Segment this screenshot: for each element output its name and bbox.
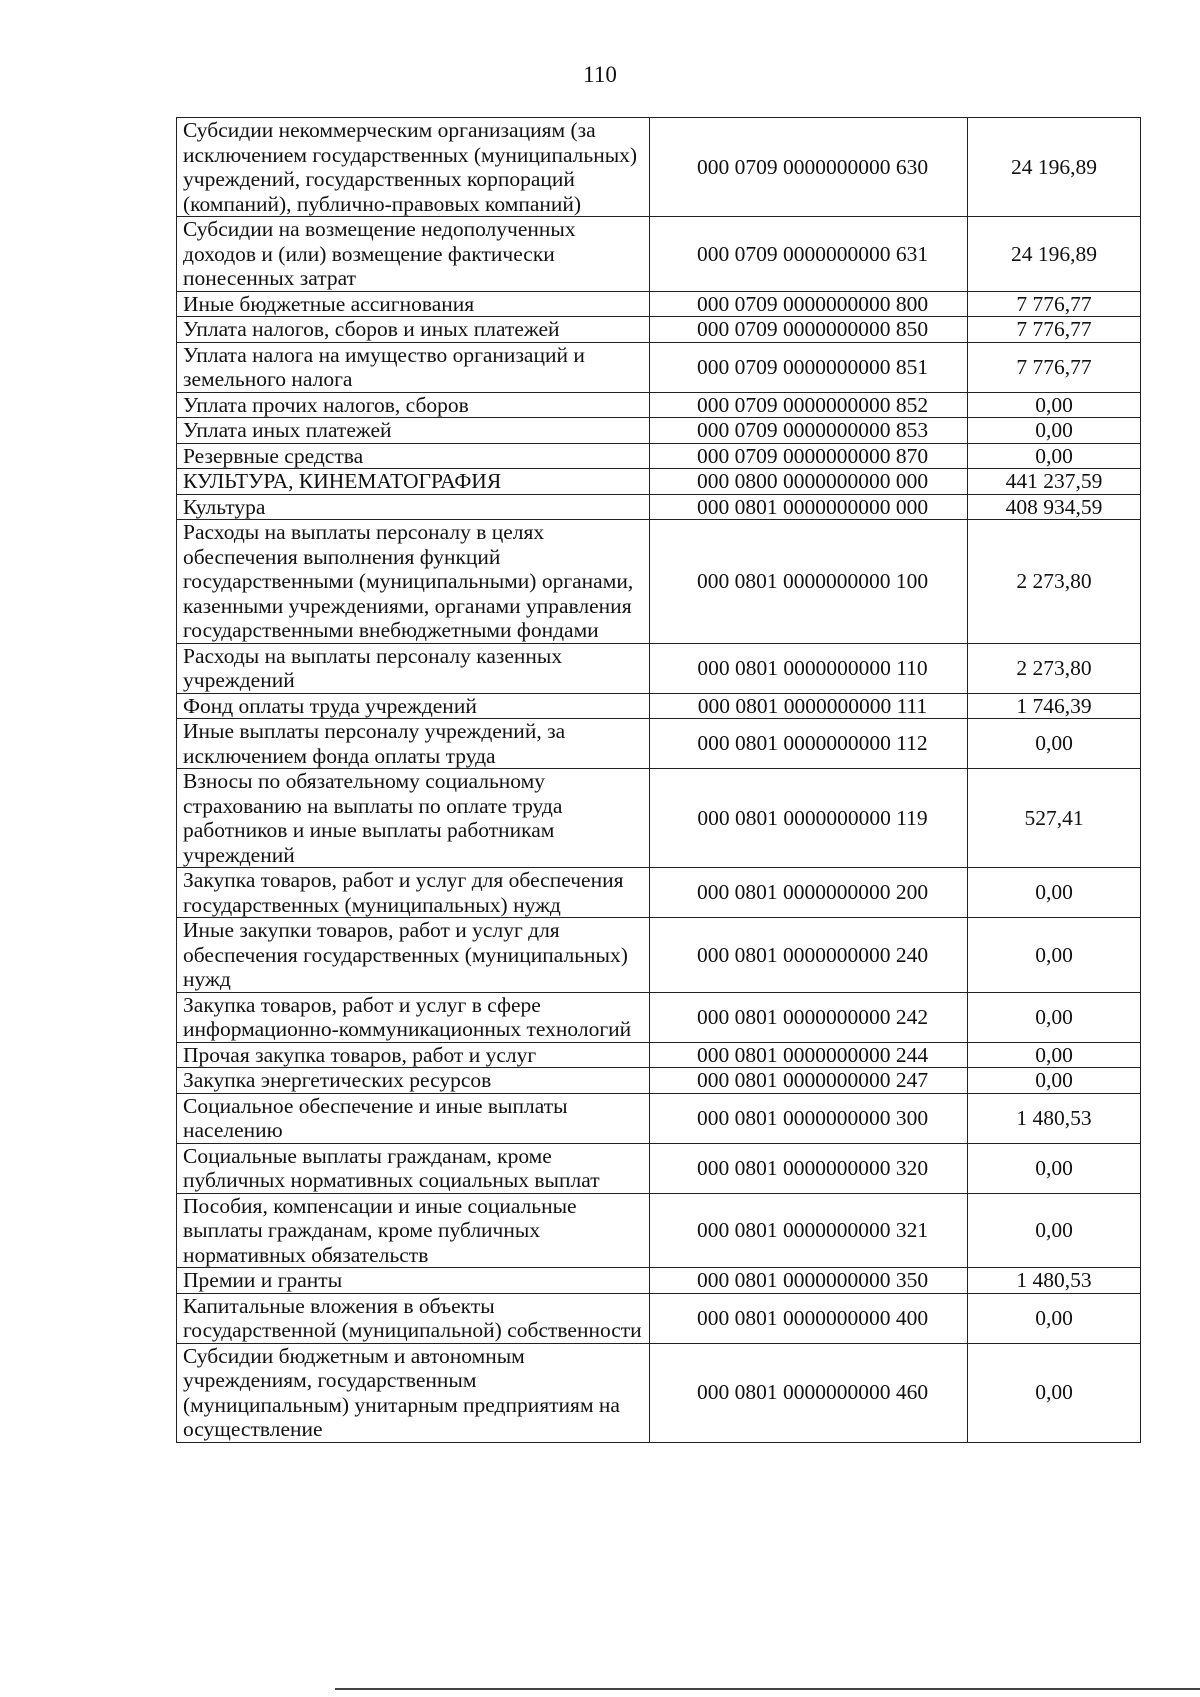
row-name-cell: Социальное обеспечение и иные выплаты населению (177, 1093, 650, 1143)
table-row (177, 494, 1141, 520)
row-amount-cell: 0,00 (968, 392, 1141, 418)
row-name-cell: Уплата налога на имущество организаций и земельного налога (177, 342, 650, 392)
row-amount-cell: 1 746,39 (968, 693, 1141, 719)
row-code-cell: 000 0801 0000000000 400 (650, 1293, 968, 1343)
row-name-cell: Культура (177, 494, 650, 520)
row-code-cell: 000 0801 0000000000 111 (650, 693, 968, 719)
table-row (177, 118, 1141, 217)
row-code-cell: 000 0801 0000000000 112 (650, 719, 968, 769)
table-row (177, 1093, 1141, 1143)
row-amount-cell: 24 196,89 (968, 118, 1141, 217)
row-amount-cell: 0,00 (968, 868, 1141, 918)
table-row (177, 992, 1141, 1042)
row-code-cell: 000 0801 0000000000 110 (650, 643, 968, 693)
row-name-cell: Иные закупки товаров, работ и услуг для обеспечения государственных (муниципальных) нужд (177, 918, 650, 993)
row-code-cell: 000 0801 0000000000 300 (650, 1093, 968, 1143)
table-row (177, 1143, 1141, 1193)
row-amount-cell: 0,00 (968, 443, 1141, 469)
row-name-cell: Прочая закупка товаров, работ и услуг (177, 1042, 650, 1068)
row-code-cell: 000 0709 0000000000 850 (650, 317, 968, 343)
budget-table (176, 117, 1141, 1443)
row-code-cell: 000 0801 0000000000 460 (650, 1343, 968, 1442)
row-name-cell: Закупка энергетических ресурсов (177, 1068, 650, 1094)
row-code-cell: 000 0801 0000000000 000 (650, 494, 968, 520)
row-name-cell: Субсидии некоммерческим организациям (за исключением государственных (муниципальных) учреждений, государственных корпораций (компаний), публично-правовых компаний) (177, 118, 650, 217)
row-name-cell: Пособия, компенсации и иные социальные выплаты гражданам, кроме публичных нормативных обязательств (177, 1193, 650, 1268)
row-amount-cell: 7 776,77 (968, 317, 1141, 343)
row-name-cell: Уплата прочих налогов, сборов (177, 392, 650, 418)
row-code-cell: 000 0801 0000000000 247 (650, 1068, 968, 1094)
row-amount-cell: 0,00 (968, 1343, 1141, 1442)
row-code-cell: 000 0709 0000000000 853 (650, 418, 968, 444)
row-name-cell: Расходы на выплаты персоналу казенных учреждений (177, 643, 650, 693)
table-row (177, 217, 1141, 292)
row-code-cell: 000 0800 0000000000 000 (650, 469, 968, 495)
row-name-cell: Капитальные вложения в объекты государственной (муниципальной) собственности (177, 1293, 650, 1343)
bottom-rule (335, 1688, 1200, 1690)
table-row (177, 469, 1141, 495)
row-name-cell: КУЛЬТУРА, КИНЕМАТОГРАФИЯ (177, 469, 650, 495)
row-code-cell: 000 0801 0000000000 242 (650, 992, 968, 1042)
row-amount-cell: 408 934,59 (968, 494, 1141, 520)
row-name-cell: Закупка товаров, работ и услуг для обеспечения государственных (муниципальных) нужд (177, 868, 650, 918)
row-name-cell: Фонд оплаты труда учреждений (177, 693, 650, 719)
row-code-cell: 000 0801 0000000000 320 (650, 1143, 968, 1193)
table-row (177, 392, 1141, 418)
row-name-cell: Уплата иных платежей (177, 418, 650, 444)
row-code-cell: 000 0709 0000000000 631 (650, 217, 968, 292)
table-row (177, 1343, 1141, 1442)
row-name-cell: Уплата налогов, сборов и иных платежей (177, 317, 650, 343)
row-amount-cell: 0,00 (968, 1143, 1141, 1193)
row-amount-cell: 0,00 (968, 1042, 1141, 1068)
row-code-cell: 000 0801 0000000000 240 (650, 918, 968, 993)
table-row (177, 693, 1141, 719)
table-row (177, 769, 1141, 868)
row-amount-cell: 0,00 (968, 418, 1141, 444)
row-code-cell: 000 0709 0000000000 851 (650, 342, 968, 392)
table-body (177, 118, 1141, 1443)
row-name-cell: Иные бюджетные ассигнования (177, 291, 650, 317)
table-row (177, 418, 1141, 444)
row-amount-cell: 0,00 (968, 1293, 1141, 1343)
table-row (177, 1193, 1141, 1268)
table-row (177, 520, 1141, 644)
row-name-cell: Закупка товаров, работ и услуг в сфере информационно-коммуникационных технологий (177, 992, 650, 1042)
row-amount-cell: 0,00 (968, 918, 1141, 993)
row-amount-cell: 0,00 (968, 992, 1141, 1042)
row-amount-cell: 1 480,53 (968, 1268, 1141, 1294)
row-amount-cell: 0,00 (968, 719, 1141, 769)
row-code-cell: 000 0709 0000000000 800 (650, 291, 968, 317)
row-name-cell: Премии и гранты (177, 1268, 650, 1294)
row-code-cell: 000 0801 0000000000 244 (650, 1042, 968, 1068)
row-amount-cell: 0,00 (968, 1193, 1141, 1268)
row-name-cell: Социальные выплаты гражданам, кроме публичных нормативных социальных выплат (177, 1143, 650, 1193)
row-amount-cell: 7 776,77 (968, 291, 1141, 317)
row-code-cell: 000 0709 0000000000 852 (650, 392, 968, 418)
table-row (177, 443, 1141, 469)
row-amount-cell: 2 273,80 (968, 643, 1141, 693)
row-name-cell: Резервные средства (177, 443, 650, 469)
table-row (177, 1268, 1141, 1294)
row-amount-cell: 527,41 (968, 769, 1141, 868)
table-row (177, 342, 1141, 392)
table-row (177, 1068, 1141, 1094)
table-row (177, 1293, 1141, 1343)
row-code-cell: 000 0801 0000000000 350 (650, 1268, 968, 1294)
row-amount-cell: 7 776,77 (968, 342, 1141, 392)
table-row (177, 291, 1141, 317)
table-row (177, 918, 1141, 993)
row-name-cell: Субсидии на возмещение недополученных доходов и (или) возмещение фактически понесенных затрат (177, 217, 650, 292)
row-code-cell: 000 0801 0000000000 321 (650, 1193, 968, 1268)
row-amount-cell: 2 273,80 (968, 520, 1141, 644)
table-row (177, 643, 1141, 693)
row-code-cell: 000 0801 0000000000 100 (650, 520, 968, 644)
row-code-cell: 000 0709 0000000000 630 (650, 118, 968, 217)
row-name-cell: Взносы по обязательному социальному страхованию на выплаты по оплате труда работников и иные выплаты работникам учреждений (177, 769, 650, 868)
row-name-cell: Субсидии бюджетным и автономным учреждениям, государственным (муниципальным) унитарным предприятиям на осуществление (177, 1343, 650, 1442)
page-number: 110 (583, 62, 617, 87)
row-amount-cell: 441 237,59 (968, 469, 1141, 495)
row-amount-cell: 0,00 (968, 1068, 1141, 1094)
row-code-cell: 000 0801 0000000000 119 (650, 769, 968, 868)
row-code-cell: 000 0801 0000000000 200 (650, 868, 968, 918)
row-name-cell: Иные выплаты персоналу учреждений, за исключением фонда оплаты труда (177, 719, 650, 769)
row-amount-cell: 1 480,53 (968, 1093, 1141, 1143)
row-name-cell: Расходы на выплаты персоналу в целях обеспечения выполнения функций государственными (муниципальными) органами, казенными учреждениями, органами управления государственными внебюджетными фондами (177, 520, 650, 644)
row-code-cell: 000 0709 0000000000 870 (650, 443, 968, 469)
table-row (177, 719, 1141, 769)
row-amount-cell: 24 196,89 (968, 217, 1141, 292)
table-row (177, 317, 1141, 343)
table-row (177, 868, 1141, 918)
table-row (177, 1042, 1141, 1068)
